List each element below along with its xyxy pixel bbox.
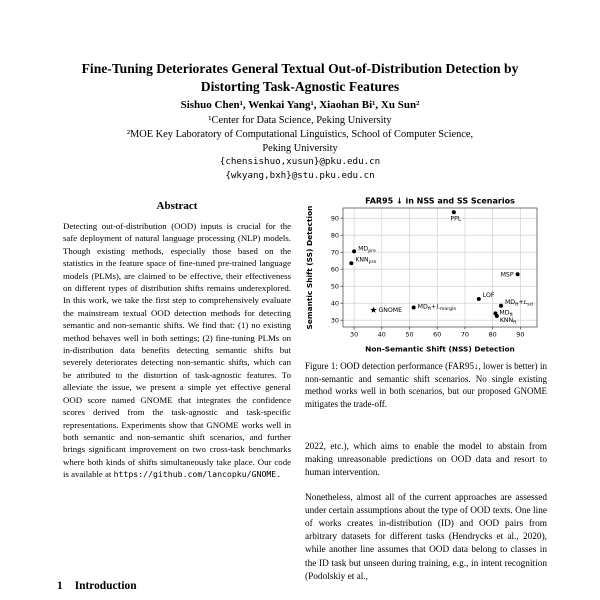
email-line-2: {wkyang,bxh}@stu.pku.edu.cn bbox=[225, 170, 375, 181]
svg-text:90: 90 bbox=[516, 330, 525, 339]
section-1-heading bbox=[57, 580, 137, 592]
figure1-scatter-plot bbox=[305, 195, 547, 355]
svg-text:Semantic Shift (SS) Detection: Semantic Shift (SS) Detection bbox=[305, 205, 314, 330]
abstract-text: Detecting out-of-distribution (OOD) inputs is crucial for the safe deployment of natural language processing (NLP) models. Though existing methods, especially those based on the statistics in the feature space of fine-tuned pre-trained language models (PLMs), are claimed to be effective, their effectiveness on different types of distribution shifts remains underexplored. In this work, we take the first step to comprehensively evaluate the mainstream textual OOD detection methods for detecting semantic and non-semantic shifts. We find that: (1) no existing method behaves well in both settings; (2) fine-tuning PLMs on in-distribution data benefits detecting semantic shifts but severely deteriorates detecting non-semantic shifts, which can be attributed to the distortion of task-agnostic features. To alleviate the issue, we present a simple yet effective general OOD score named GNOME that integrates the confidence scores derived from the task-agnostic and task-specific representations. Experiments show that GNOME works well in both semantic and non-semantic shift scenarios, and further brings significant improvement on two cross-task benchmarks where both kinds of shifts simultaneously take place. Our code is available at bbox=[63, 221, 291, 480]
abstract-body bbox=[57, 220, 297, 481]
svg-text:MSP: MSP bbox=[500, 271, 514, 279]
svg-text:MDft: $MD_{ft}$ bbox=[499, 309, 513, 318]
right-column bbox=[305, 441, 547, 584]
section-1-number: 1 bbox=[57, 580, 63, 592]
svg-text:KNNpre: $KNN_{pre}$ bbox=[355, 256, 377, 265]
affiliation-1: ¹Center for Data Science, Peking University bbox=[208, 115, 392, 126]
figure-1 bbox=[305, 195, 547, 360]
svg-text:30: 30 bbox=[330, 316, 339, 325]
svg-text:80: 80 bbox=[488, 330, 497, 339]
svg-text:FAR95 ↓ in NSS and SS Scenari: FAR95 ↓ in NSS and SS Scenarios bbox=[365, 196, 515, 206]
intro-paragraph-continuation: 2022, etc.), which aims to enable the model to abstain from making unreasonable predictions on OOD data and resort to human intervention. bbox=[305, 442, 547, 479]
svg-text:50: 50 bbox=[405, 330, 414, 339]
svg-text:80: 80 bbox=[330, 231, 339, 240]
svg-text:Non-Semantic Shift (NSS) Detec: Non-Semantic Shift (NSS) Detection bbox=[365, 344, 515, 354]
affiliation-2: ²MOE Key Laboratory of Computational Linguistics, School of Computer Science, bbox=[126, 129, 474, 140]
svg-text:KNNft: $KNN_{ft}$ bbox=[499, 316, 517, 326]
svg-text:MDft+Lscl: $MD_{ft}+L_{scl}$ bbox=[504, 298, 534, 308]
code-url-link[interactable]: https://github.com/lancopku/GNOME. bbox=[113, 469, 282, 480]
figure-1-caption: Figure 1: OOD detection performance (FAR95↓, lower is better) in non-semantic and semantic shift scenarios. No single existing method works well in both scenarios, but our proposed GNOME mitigates the trade-off. bbox=[305, 361, 547, 409]
svg-text:90: 90 bbox=[330, 214, 339, 223]
svg-text:70: 70 bbox=[330, 248, 339, 257]
svg-text:MDpre: $MD_{pre}$ bbox=[358, 245, 376, 254]
svg-text:60: 60 bbox=[330, 265, 339, 274]
svg-text:PPL: PPL bbox=[450, 215, 462, 223]
svg-text:LOF: LOF bbox=[482, 291, 495, 299]
paper-title: Fine-Tuning Deteriorates General Textual Out-of-Distribution Detection by Distorting Task-Agnostic Features bbox=[81, 61, 519, 94]
svg-text:30: 30 bbox=[350, 330, 359, 339]
section-1-title: Introduction bbox=[74, 580, 137, 592]
svg-text:60: 60 bbox=[433, 330, 442, 339]
intro-paragraph-2: Nonetheless, almost all of the current approaches are assessed under certain assumptions about the type of OOD texts. One line of works creates in-distribution (ID) and OOD pairs from arbitrary datasets for different tasks (Hendrycks et al., 2020), while another line assumes that OOD data belong to classes in the ID task but unseen during training, e.g., in intent recognition (Podolskiy et al., bbox=[305, 492, 547, 582]
svg-text:50: 50 bbox=[330, 282, 339, 291]
email-line-1: {chensishuo,xusun}@pku.edu.cn bbox=[219, 156, 381, 167]
svg-text:MDft+Lmargin: $MD_{ft}+L_{margin}$ bbox=[417, 303, 457, 313]
affiliation-3: Peking University bbox=[262, 143, 338, 154]
svg-text:40: 40 bbox=[330, 299, 339, 308]
left-column bbox=[57, 200, 297, 481]
svg-text:GNOME: GNOME bbox=[378, 307, 403, 314]
author-line: Sishuo Chen¹, Wenkai Yang¹, Xiaohan Bi¹, Xu Sun² bbox=[180, 99, 420, 111]
svg-text:40: 40 bbox=[377, 330, 386, 339]
abstract-heading: Abstract bbox=[156, 200, 198, 212]
svg-text:70: 70 bbox=[460, 330, 470, 339]
